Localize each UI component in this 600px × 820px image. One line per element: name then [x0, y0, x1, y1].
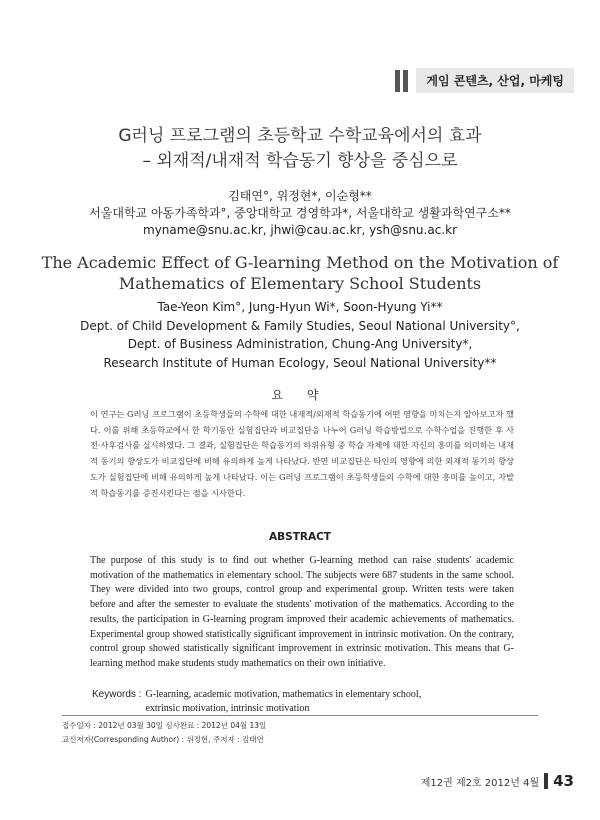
tag-bars-decoration	[395, 70, 408, 92]
journal-issue: 제12권 제2호 2012년 4월	[420, 777, 540, 789]
keywords-line2: extrinsic motivation, intrinsic motivation	[145, 702, 310, 714]
section-category-tag	[395, 68, 574, 93]
submission-dates: 접수일자 : 2012년 03월 30일 심사완료 : 2012년 04월 13일	[62, 721, 267, 730]
keywords-list	[141, 688, 421, 715]
english-author-names: Tae-Yeon Kim°, Jung-Hyun Wi*, Soon-Hyung Yi**	[157, 300, 443, 314]
english-authors-block	[0, 298, 600, 372]
keywords-label: Keywords :	[92, 689, 142, 700]
korean-title-line2: – 외재적/내재적 학습동기 향상을 중심으로	[142, 151, 458, 171]
page-footer	[421, 772, 574, 790]
footnote-divider	[62, 715, 538, 716]
korean-title-line1: G러닝 프로그램의 초등학교 수학교육에서의 효과	[118, 126, 482, 146]
english-affiliation-1: Dept. of Child Development & Family Studies, Seoul National University°,	[80, 318, 520, 333]
korean-abstract-text: 이 연구는 G러닝 프로그램이 초등학생들의 수학에 대한 내재적/외재적 학습동기에 어떤 영향을 미치는지 알아보고자 했다. 이를 위해 초등학교에서 한 학기동안 실험집단과 비교집단을 나누어 G러닝 학습방법으로 수학수업을 진행한 후 사전·사후검사를 실시하였다. 그 결과, 실험집단은 학습동기의 하위유형 중 학습 자체에 대한 자신의 흥미를 의미하는 내재적 동기의 향상도가 비교집단에 비해 유의하게 높게 나타났다. 반면 비교집단은 타인의 영향에 의한 외재적 동기의 향상도가 실험집단에 비해 유의하게 높게 나타났다. 이는 G러닝 프로그램이 초등학생들의 수학에 대한 흥미를 높이고, 자발적 학습동기를 증진시킨다는 점을 시사한다.	[90, 409, 514, 498]
corresponding-author: 교신저자(Corresponding Author) : 위정현, 주저자 : 김태연	[62, 735, 264, 744]
english-title-line1: The Academic Effect of G-learning Method on the Motivation of	[41, 253, 559, 272]
footnotes	[62, 719, 266, 747]
keywords-line1: G-learning, academic motivation, mathematics in elementary school,	[145, 689, 422, 700]
korean-affiliations: 서울대학교 아동가족학과°, 중앙대학교 경영학과*, 서울대학교 생활과학연구소**	[89, 206, 511, 220]
keywords-block	[92, 688, 522, 715]
korean-title	[0, 124, 600, 174]
english-title-line2: Mathematics of Elementary School Students	[118, 274, 482, 293]
english-abstract-text: The purpose of this study is to find out whether G-learning method can raise students' academic motivation of the mathematics in elementary school. The subjects were 687 students in the same school. They were divided into two groups, control group and experimental group. Written tests were taken before and after the semester to evaluate the students' motivation of the mathematics. According to the results, the participation in G-learning program improved their academic achievements of mathematics. Experimental group showed statistically significant improvement in intrinsic motivation. On the contrary, control group showed statistically significant improvement in extrinsic motivation. This means that G-learning method make students study mathematics on their own initiative.	[90, 555, 514, 669]
english-affiliation-3: Research Institute of Human Ecology, Seoul National University**	[103, 355, 497, 370]
korean-authors-block	[0, 188, 600, 239]
page-number: 43	[553, 772, 574, 790]
english-affiliation-2: Dept. of Business Administration, Chung-Ang University*,	[127, 337, 473, 351]
footer-bar-decoration	[544, 773, 548, 789]
category-label: 게임 콘텐츠, 산업, 마케팅	[416, 68, 574, 93]
english-title	[0, 252, 600, 294]
english-abstract-heading: ABSTRACT	[269, 531, 331, 543]
korean-author-names: 김태연°, 위정현*, 이순형**	[228, 189, 372, 203]
korean-abstract-heading: 요 약	[271, 388, 329, 402]
author-emails: myname@snu.ac.kr, jhwi@cau.ac.kr, ysh@snu.ac.kr	[143, 223, 457, 237]
